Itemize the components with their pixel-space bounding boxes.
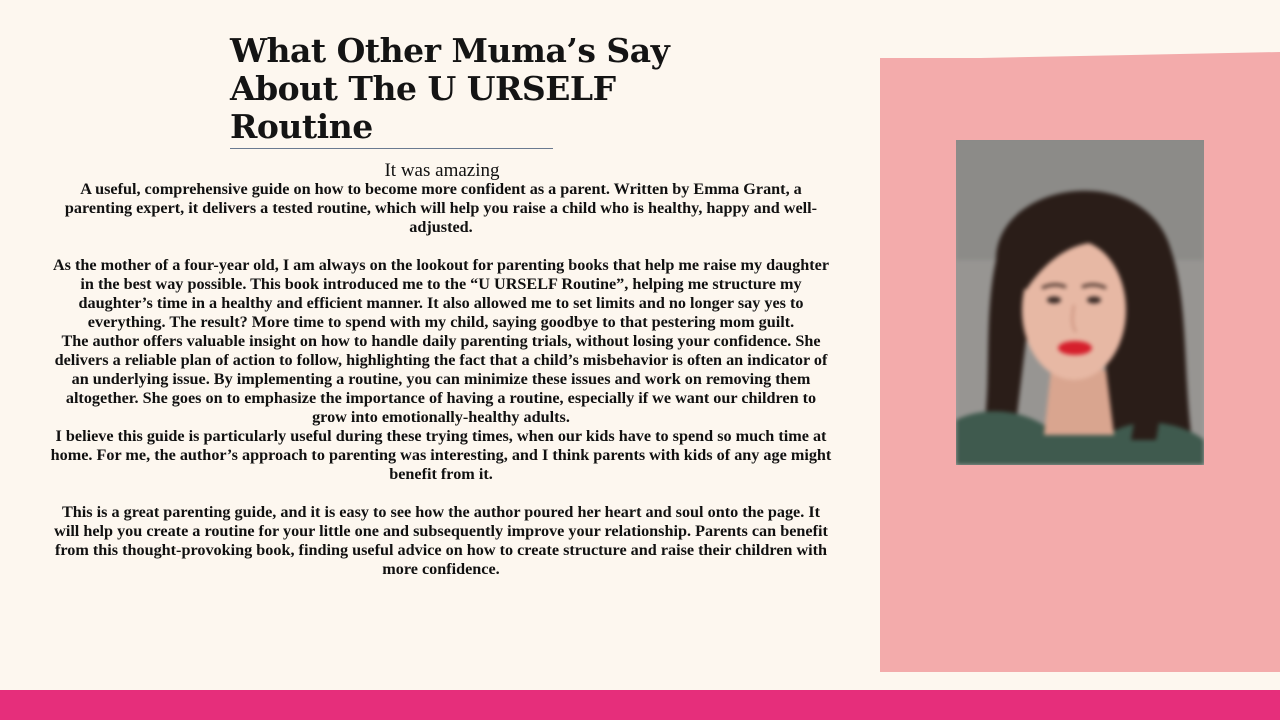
review-title: It was amazing [384, 160, 500, 181]
page-title-line-3: Routine [230, 107, 373, 146]
page-title-line-2: About The U URSELF [230, 69, 616, 108]
reviewer-portrait-image [956, 140, 1204, 465]
review-paragraph-1: A useful, comprehensive guide on how to become more confident as a parent. Written by Emma Grant, a parenting expert, it delivers a tested routine, which will help you raise a child who is healthy, happy and well-adjusted. [64, 180, 818, 236]
review-paragraph-3: The author offers valuable insight on how to handle daily parenting trials, without losing your confidence. She delivers a reliable plan of action to follow, highlighting the fact that a child’s misbehavior is often an indicator of an underlying issue. By implementing a routine, you can minimize these issues and work on removing them altogether. She goes on to emphasize the importance of having a routine, especially if we want our children to grow into emotionally-healthy adults. [54, 332, 828, 426]
review-paragraph-5: This is a great parenting guide, and it is easy to see how the author poured her heart and soul onto the page. It will help you create a routine for your little one and subsequently improve your relationship. Parents can benefit from this thought-provoking book, finding useful advice on how to create structure and raise their children with more confidence. [54, 503, 828, 578]
page-title [230, 32, 670, 146]
page-title-line-1: What Other Muma’s Say [230, 31, 670, 70]
title-underline [230, 148, 553, 149]
review-body [48, 180, 834, 579]
reviewer-photo [956, 140, 1204, 465]
review-paragraph-2: As the mother of a four-year old, I am always on the lookout for parenting books that help me raise my daughter in the best way possible. This book introduced me to the “U URSELF Routine”, helping me structure my daughter’s time in a healthy and efficient manner. It also allowed me to set limits and no longer say yes to everything. The result? More time to spend with my child, saying goodbye to that pestering mom guilt. [52, 256, 830, 331]
review-paragraph-4: I believe this guide is particularly useful during these trying times, when our kids have to spend so much time at home. For me, the author’s approach to parenting was interesting, and I think parents with kids of any age might benefit from it. [50, 427, 832, 483]
footer-bar [0, 690, 1280, 720]
